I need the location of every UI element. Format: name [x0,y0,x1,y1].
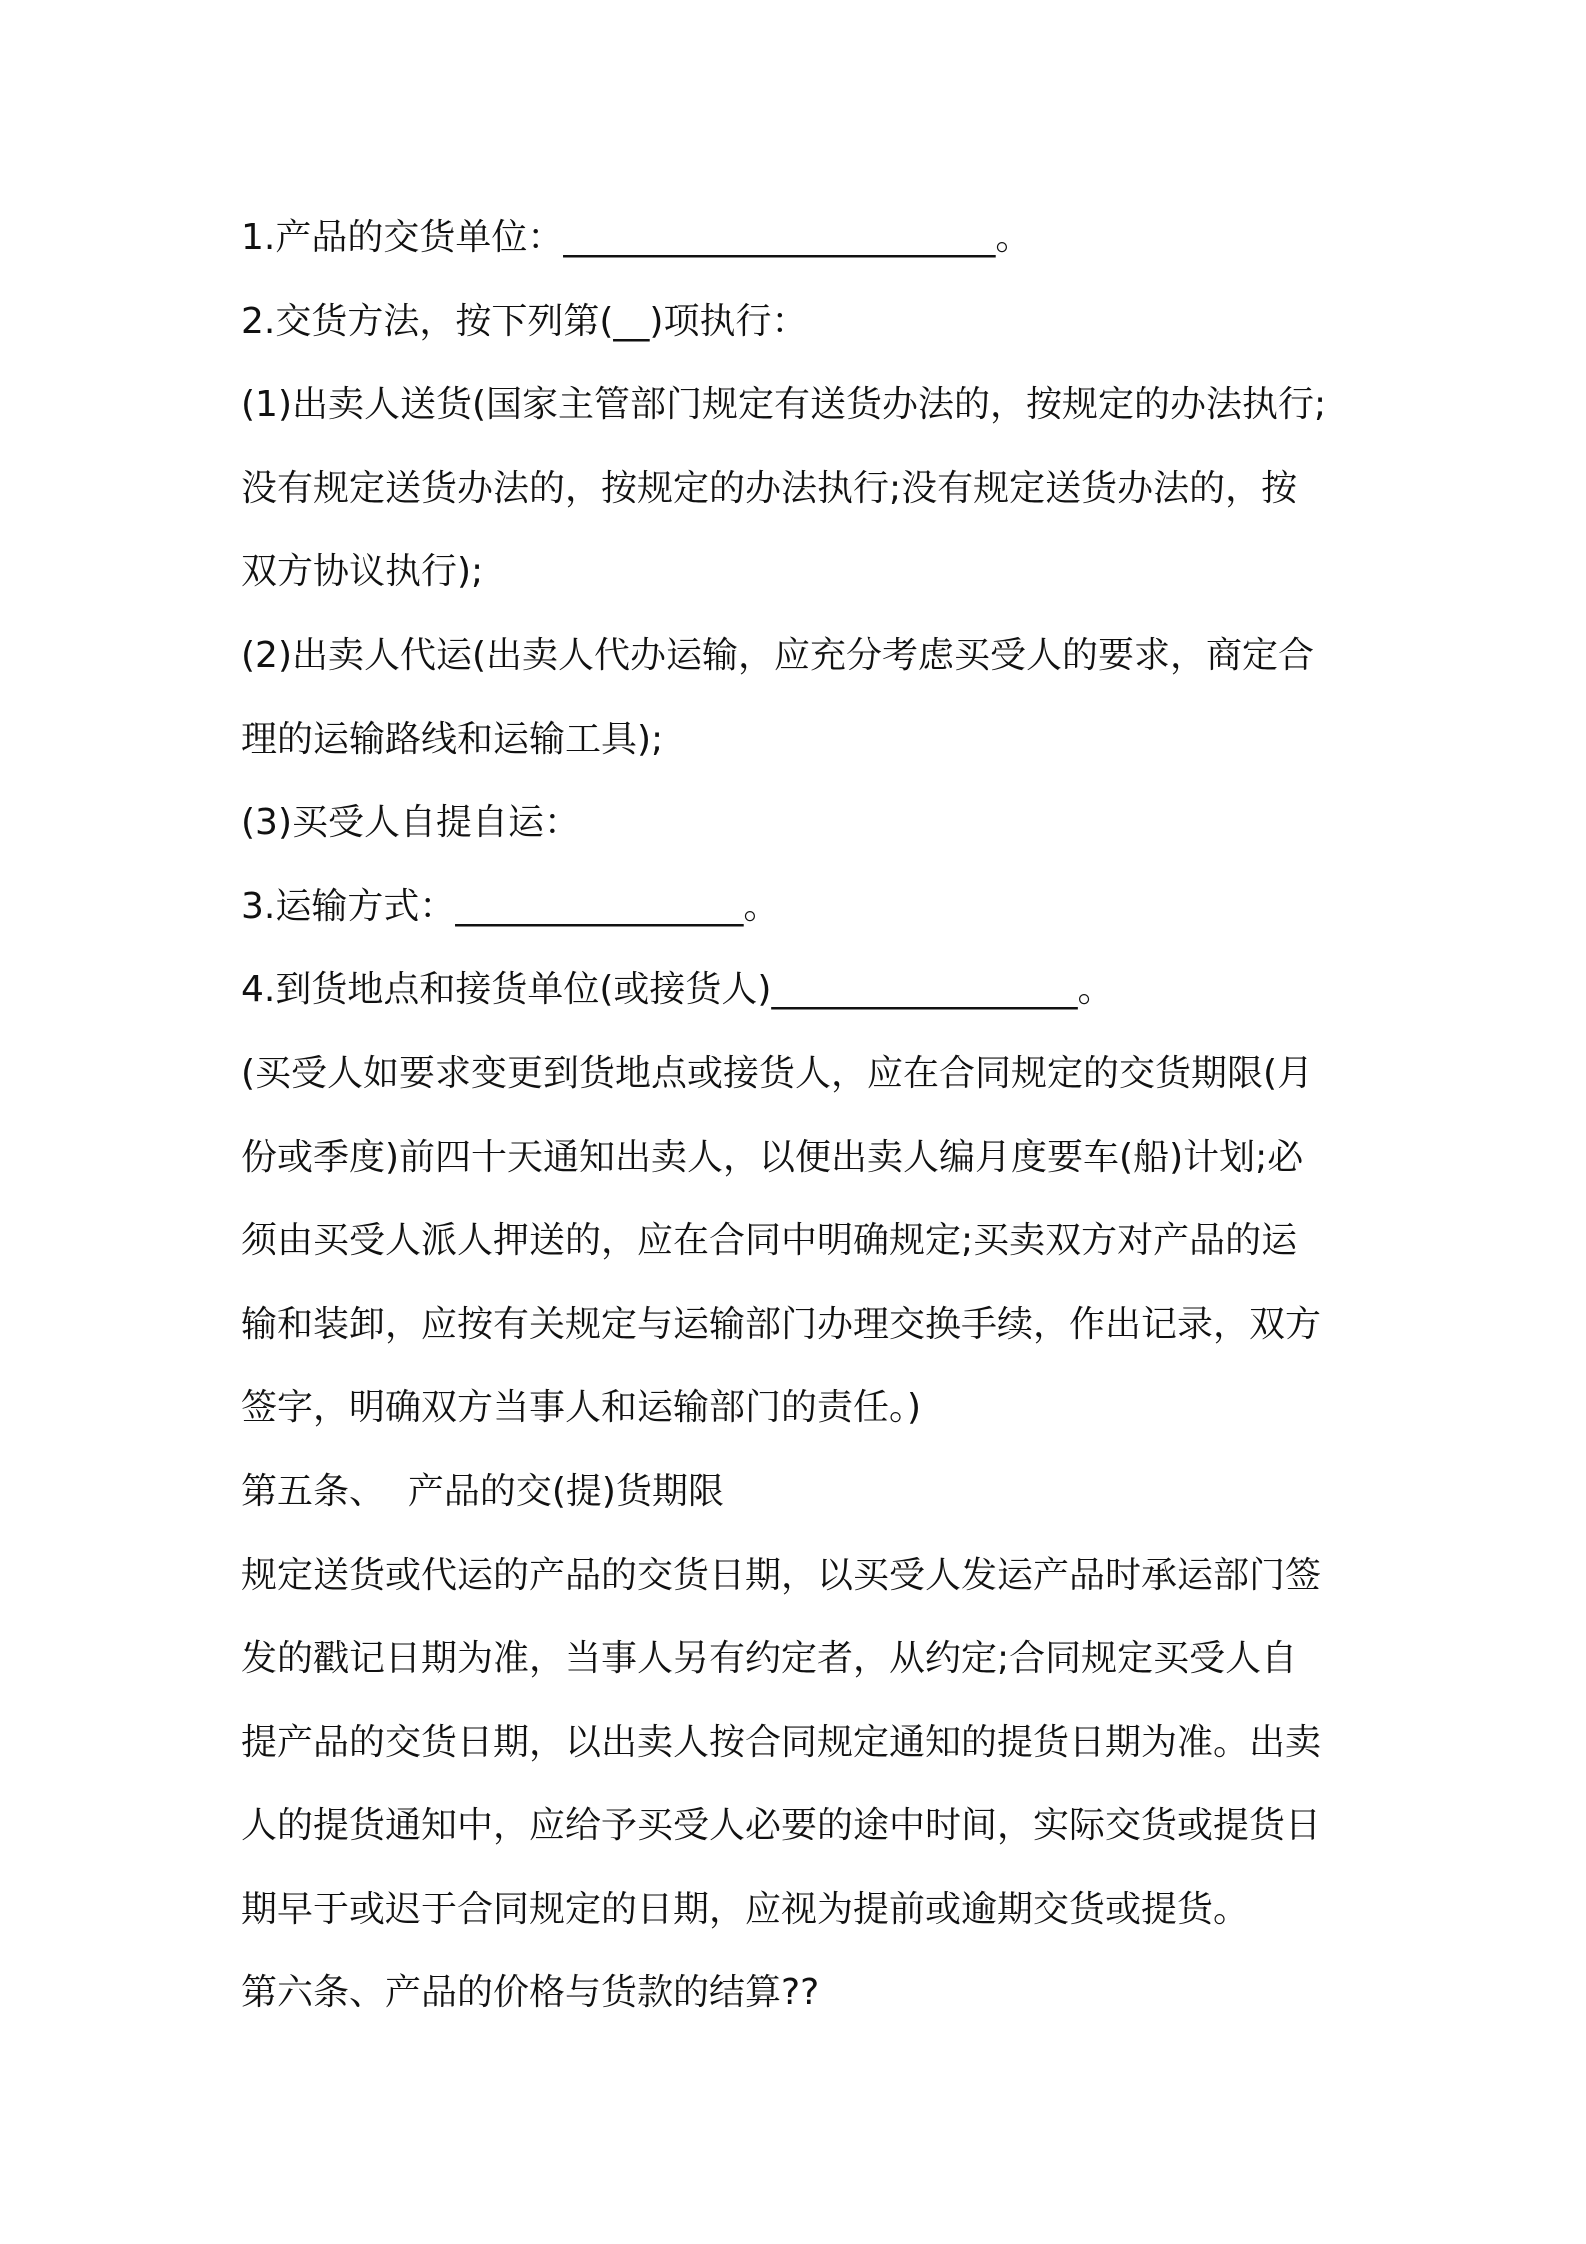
text-line: 2.交货方法，按下列第(__)项执行： [241,300,808,342]
text-line: (1)出卖人送货(国家主管部门规定有送货办法的，按规定的办法执行; [241,384,1327,426]
text-line: 理的运输路线和运输工具); [241,718,664,760]
text-line: (3)买受人自提自运： [241,802,580,844]
text-line: 4.到货地点和接货单位(或接货人)_________________。 [241,969,1114,1011]
text-line: 没有规定送货办法的，按规定的办法执行;没有规定送货办法的，按 [241,467,1298,509]
text-line: 须由买受人派人押送的，应在合同中明确规定;买卖双方对产品的运 [241,1220,1298,1262]
section-heading: 第五条、 产品的交(提)货期限 [241,1470,724,1512]
text-line: (买受人如要求变更到货地点或接货人，应在合同规定的交货期限(月 [241,1052,1314,1094]
text-line: 提产品的交货日期，以出卖人按合同规定通知的提货日期为准。出卖 [241,1721,1322,1763]
text-line: 规定送货或代运的产品的交货日期，以买受人发运产品时承运部门签 [241,1554,1322,1596]
text-line: 发的戳记日期为准，当事人另有约定者，从约定;合同规定买受人自 [241,1638,1298,1680]
text-line: 1.产品的交货单位：________________________。 [241,217,1032,258]
text-line: 人的提货通知中，应给予买受人必要的途中时间，实际交货或提货日 [241,1805,1322,1847]
document-body [241,196,1361,2035]
section-heading: 第六条、产品的价格与货款的结算?? [241,1972,820,2014]
text-line: 3.运输方式：________________。 [241,885,780,927]
text-line: (2)出卖人代运(出卖人代办运输，应充分考虑买受人的要求，商定合 [241,634,1315,676]
text-line: 份或季度)前四十天通知出卖人，以便出卖人编月度要车(船)计划;必 [241,1136,1304,1178]
text-line: 双方协议执行); [241,551,484,593]
text-line: 签字，明确双方当事人和运输部门的责任。) [241,1387,922,1429]
text-line: 期早于或迟于合同规定的日期，应视为提前或逾期交货或提货。 [241,1888,1250,1930]
text-line: 输和装卸，应按有关规定与运输部门办理交换手续，作出记录，双方 [241,1303,1322,1345]
